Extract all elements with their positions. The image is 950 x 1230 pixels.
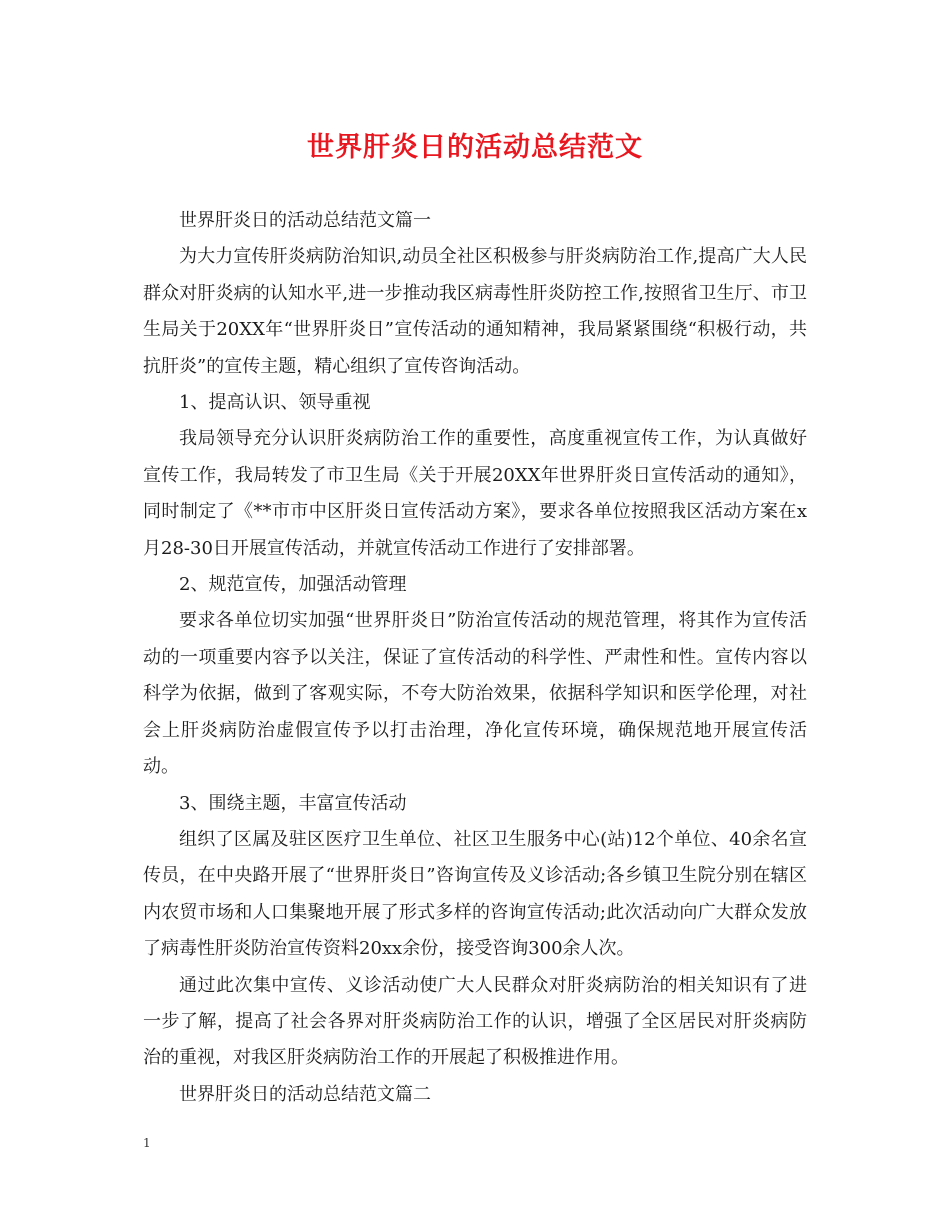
subheading-2: 2、规范宣传，加强活动管理	[179, 574, 407, 596]
paragraph-2: 要求各单位切实加强“世界肝炎日”防治宣传活动的规范管理，将其作为宣传活动的一项重要内容予以关注，保证了宣传活动的科学性、严肃性和性。宣传内容以科学为依据，做到了客观实际，不夸大防治效果，依据科学知识和医学伦理，对社会上肝炎病防治虚假宣传予以打击治理，净化宣传环境，确保规范地开展宣传活动。	[143, 610, 807, 778]
subheading-3: 3、围绕主题，丰富宣传活动	[179, 792, 407, 814]
section-heading-part-two: 世界肝炎日的活动总结范文篇二	[179, 1083, 431, 1105]
paragraph-1: 我局领导充分认识肝炎病防治工作的重要性，高度重视宣传工作，为认真做好宣传工作，我局转发了市卫生局《关于开展20XX年世界肝炎日宣传活动的通知》，同时制定了《**市市中区肝炎日宣传活动方案》，要求各单位按照我区活动方案在x月28-30日开展宣传活动，并就宣传活动工作进行了安排部署。	[143, 428, 807, 559]
subheading-1: 1、提高认识、领导重视	[179, 392, 371, 414]
intro-paragraph: 为大力宣传肝炎病防治知识,动员全社区积极参与肝炎病防治工作,提高广大人民群众对肝炎病的认知水平,进一步推动我区病毒性肝炎防控工作,按照省卫生厅、市卫生局关于20XX年“世界肝炎日”宣传活动的通知精神，我局紧紧围绕“积极行动，共抗肝炎”的宣传主题，精心组织了宣传咨询活动。	[143, 246, 807, 377]
section-heading-part-one: 世界肝炎日的活动总结范文篇一	[179, 210, 431, 231]
document-body	[143, 203, 807, 1113]
conclusion-paragraph: 通过此次集中宣传、义诊活动使广大人民群众对肝炎病防治的相关知识有了进一步了解，提高了社会各界对肝炎病防治工作的认识，增强了全区居民对肝炎病防治的重视，对我区肝炎病防治工作的开展起了积极推进作用。	[143, 974, 807, 1069]
paragraph-3: 组织了区属及驻区医疗卫生单位、社区卫生服务中心(站)12个单位、40余名宣传员，在中央路开展了“世界肝炎日”咨询宣传及义诊活动;各乡镇卫生院分别在辖区内农贸市场和人口集聚地开展了形式多样的咨询宣传活动;此次活动向广大群众发放了病毒性肝炎防治宣传资料20xx余份，接受咨询300余人次。	[143, 828, 807, 960]
document-title: 世界肝炎日的活动总结范文	[307, 132, 643, 163]
page-number: 1	[143, 1136, 151, 1150]
